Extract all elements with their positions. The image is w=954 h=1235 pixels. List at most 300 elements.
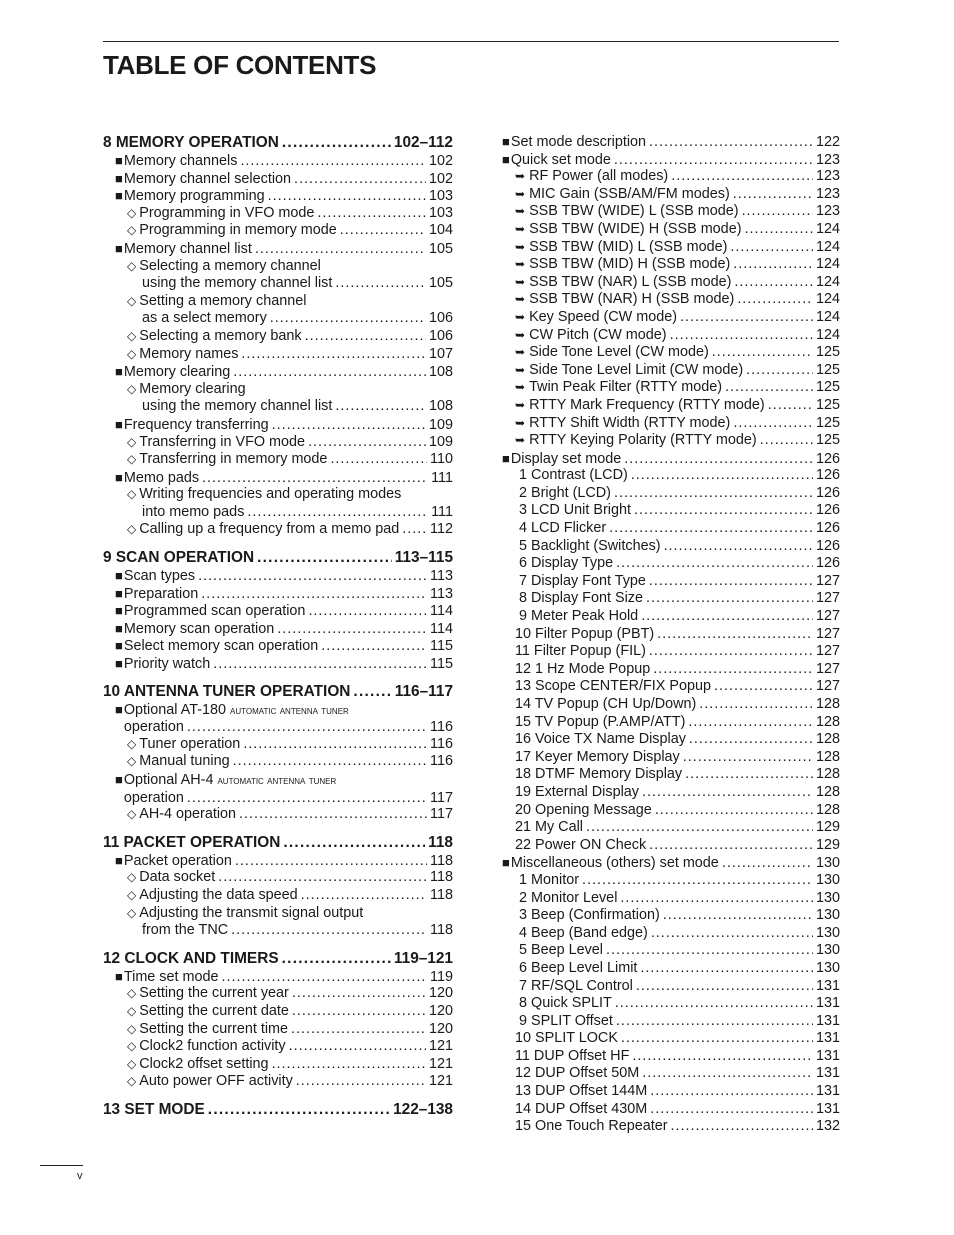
toc-page-number: 131 <box>815 1065 840 1082</box>
toc-entry-label: using the memory channel list <box>142 398 333 415</box>
dot-leader <box>335 398 426 416</box>
dot-leader <box>734 274 813 292</box>
toc-subentry[interactable] <box>103 869 453 887</box>
dot-leader <box>634 502 813 520</box>
toc-subentry[interactable] <box>103 451 453 469</box>
toc-page-number: 122–138 <box>393 1100 453 1118</box>
toc-page-number: 119–121 <box>393 949 453 967</box>
toc-page-number: 108 <box>428 398 453 415</box>
toc-subentry-continued[interactable] <box>103 275 453 293</box>
toc-entry[interactable] <box>103 187 453 205</box>
toc-subentry[interactable] <box>103 985 453 1003</box>
toc-page-number: 112 <box>430 521 453 538</box>
toc-entry-label: 8 Quick SPLIT <box>515 995 612 1012</box>
toc-entry-label: SSB TBW (WIDE) L (SSB mode) <box>529 203 739 220</box>
toc-subentry[interactable] <box>103 293 453 311</box>
toc-subentry[interactable] <box>103 381 453 399</box>
toc-subentry[interactable] <box>502 415 840 433</box>
toc-page-number: 130 <box>815 942 840 959</box>
dot-leader <box>680 309 813 327</box>
toc-page-number: 102 <box>428 153 453 169</box>
dot-leader <box>289 1038 426 1056</box>
toc-numbered-item[interactable] <box>502 1101 840 1119</box>
toc-page-number: 130 <box>815 871 840 888</box>
toc-page-number: 111 <box>431 469 453 486</box>
toc-page-number: 106 <box>428 327 453 344</box>
dot-leader <box>663 907 813 925</box>
toc-page-number: 128 <box>815 766 840 783</box>
toc-numbered-item[interactable] <box>502 714 840 732</box>
toc-entry-label: 14 DUP Offset 430M <box>515 1100 648 1117</box>
toc-subentry[interactable] <box>502 291 840 309</box>
dot-leader <box>308 603 427 621</box>
toc-entry[interactable] <box>103 602 453 620</box>
toc-page-number: 126 <box>815 537 840 554</box>
toc-entry-label: 10 SPLIT LOCK <box>515 1030 618 1047</box>
toc-section-heading[interactable] <box>103 548 453 567</box>
dot-leader <box>725 379 813 397</box>
toc-numbered-item[interactable] <box>502 485 840 503</box>
toc-entry[interactable] <box>103 469 453 487</box>
toc-numbered-item[interactable] <box>502 467 840 485</box>
toc-subentry[interactable] <box>502 203 840 221</box>
toc-subentry[interactable] <box>103 346 453 364</box>
toc-entry-label: 2 Bright (LCD) <box>515 484 611 501</box>
toc-subentry[interactable] <box>103 434 453 452</box>
toc-subentry-continued[interactable] <box>103 922 453 940</box>
toc-left-column <box>103 133 453 1119</box>
toc-entry-label: Selecting a memory bank <box>139 327 302 344</box>
toc-entry-label: MIC Gain (SSB/AM/FM modes) <box>529 185 730 202</box>
toc-numbered-item[interactable] <box>502 1118 840 1136</box>
toc-page-number: 123 <box>815 168 840 185</box>
toc-entry-label: SSB TBW (NAR) H (SSB mode) <box>529 291 735 308</box>
toc-page-number: 103 <box>428 188 453 205</box>
square-bullet-icon: ■ <box>115 638 123 654</box>
toc-entry-label: Miscellaneous (others) set mode <box>510 855 719 872</box>
diamond-bullet-icon: ◇ <box>127 223 137 238</box>
dot-leader <box>651 925 813 943</box>
toc-numbered-item[interactable] <box>502 819 840 837</box>
toc-section-heading[interactable] <box>103 133 453 152</box>
dot-leader <box>646 590 813 608</box>
toc-entry[interactable] <box>103 152 453 170</box>
toc-subentry[interactable] <box>103 1073 453 1091</box>
toc-subentry[interactable] <box>502 379 840 397</box>
dot-leader <box>218 869 427 887</box>
toc-numbered-item[interactable] <box>502 1083 840 1101</box>
toc-numbered-item[interactable] <box>502 573 840 591</box>
toc-page-number: 122 <box>815 134 840 150</box>
dot-leader <box>733 415 813 433</box>
toc-page-number: 125 <box>815 396 840 413</box>
toc-entry[interactable] <box>103 852 453 870</box>
toc-numbered-item[interactable] <box>502 978 840 996</box>
toc-page-number: 117 <box>430 789 453 806</box>
toc-subentry[interactable] <box>103 806 453 824</box>
dot-leader <box>683 749 813 767</box>
toc-page-number: 129 <box>815 836 840 853</box>
toc-subentry[interactable] <box>502 168 840 186</box>
toc-entry-label: operation <box>123 719 184 736</box>
toc-subentry[interactable] <box>502 344 840 362</box>
arrow-bullet-icon: ➥ <box>515 292 526 307</box>
square-bullet-icon: ■ <box>115 968 123 984</box>
toc-entry[interactable] <box>103 637 453 655</box>
toc-page-number: 127 <box>815 660 840 677</box>
toc-page-number: 116 <box>430 719 453 736</box>
dot-leader <box>620 890 813 908</box>
toc-numbered-item[interactable] <box>502 995 840 1013</box>
toc-subentry[interactable] <box>103 753 453 771</box>
dot-leader <box>768 397 813 415</box>
toc-entry-label: Packet operation <box>123 852 232 869</box>
toc-entry[interactable] <box>502 450 840 468</box>
dot-leader <box>233 753 427 771</box>
toc-numbered-item[interactable] <box>502 925 840 943</box>
toc-numbered-item[interactable] <box>502 766 840 784</box>
toc-subentry[interactable] <box>103 1038 453 1056</box>
toc-entry[interactable] <box>103 585 453 603</box>
toc-subentry[interactable] <box>103 328 453 346</box>
square-bullet-icon: ■ <box>115 656 123 672</box>
dot-leader <box>308 434 426 452</box>
toc-page-number: 130 <box>815 889 840 906</box>
dot-leader <box>653 661 813 679</box>
dot-leader <box>685 766 813 784</box>
diamond-bullet-icon: ◇ <box>127 452 137 467</box>
toc-subentry[interactable] <box>103 1003 453 1021</box>
toc-subentry[interactable] <box>103 1056 453 1074</box>
diamond-bullet-icon: ◇ <box>127 328 137 343</box>
diamond-bullet-icon: ◇ <box>127 205 137 220</box>
dot-leader <box>671 168 813 186</box>
toc-entry-label: Clock2 function activity <box>139 1038 286 1055</box>
toc-entry-label: 9 Meter Peak Hold <box>515 608 639 625</box>
diamond-bullet-icon: ◇ <box>127 736 137 751</box>
toc-entry[interactable] <box>103 655 453 673</box>
toc-entry-label: operation <box>123 789 184 806</box>
square-bullet-icon: ■ <box>115 416 123 432</box>
toc-numbered-item[interactable] <box>502 784 840 802</box>
toc-entry-label: as a select memory <box>142 310 267 327</box>
toc-page-number: 115 <box>430 656 453 673</box>
toc-page-number: 118 <box>430 852 453 869</box>
toc-entry-label: 10 ANTENNA TUNER OPERATION <box>103 682 351 700</box>
toc-page-number: 126 <box>815 520 840 537</box>
toc-numbered-item[interactable] <box>502 643 840 661</box>
toc-page-number: 115 <box>430 638 453 655</box>
toc-page-number: 124 <box>815 291 840 308</box>
toc-subentry[interactable] <box>103 521 453 539</box>
toc-entry-label: Preparation <box>123 585 199 602</box>
toc-page-number: 125 <box>815 432 840 449</box>
dot-leader <box>235 853 427 871</box>
dot-leader <box>664 538 813 556</box>
toc-page-number: 126 <box>815 502 840 519</box>
toc-entry[interactable] <box>103 701 453 719</box>
dot-leader <box>689 731 813 749</box>
toc-page-number: 109 <box>428 416 453 433</box>
diamond-bullet-icon: ◇ <box>127 887 137 902</box>
toc-page-number: 131 <box>815 1047 840 1064</box>
toc-entry-label: into memo pads <box>142 503 245 520</box>
toc-subentry[interactable] <box>502 309 840 327</box>
toc-numbered-item[interactable] <box>502 555 840 573</box>
diamond-bullet-icon: ◇ <box>127 487 137 502</box>
toc-page-number: 117 <box>430 806 453 823</box>
toc-entry-label: Setting the current date <box>139 1002 289 1019</box>
toc-subentry[interactable] <box>103 887 453 905</box>
toc-entry-continued[interactable] <box>103 789 453 807</box>
toc-page-number: 127 <box>815 678 840 695</box>
toc-entry[interactable] <box>103 620 453 638</box>
toc-entry-label: 21 My Call <box>515 819 583 836</box>
arrow-bullet-icon: ➥ <box>515 186 526 201</box>
toc-numbered-item[interactable] <box>502 590 840 608</box>
toc-entry[interactable] <box>103 240 453 258</box>
toc-entry[interactable] <box>103 416 453 434</box>
toc-numbered-item[interactable] <box>502 538 840 556</box>
toc-page-number: 113 <box>430 585 453 602</box>
toc-entry-label: Memory channel selection <box>123 170 292 187</box>
dot-leader <box>640 960 813 978</box>
diamond-bullet-icon: ◇ <box>127 1074 137 1089</box>
toc-numbered-item[interactable] <box>502 872 840 890</box>
diamond-bullet-icon: ◇ <box>127 434 137 449</box>
toc-subentry[interactable] <box>502 327 840 345</box>
dot-leader <box>243 736 427 754</box>
toc-entry-continued[interactable] <box>103 718 453 736</box>
square-bullet-icon: ■ <box>115 772 123 787</box>
toc-entry-label: Frequency transferring <box>123 416 269 433</box>
dot-leader <box>272 417 426 435</box>
dot-leader <box>649 837 813 855</box>
toc-entry-label: SSB TBW (WIDE) H (SSB mode) <box>529 220 742 237</box>
toc-page-number: 127 <box>815 572 840 589</box>
toc-page-number: 120 <box>428 1020 453 1037</box>
dot-leader <box>247 504 428 522</box>
toc-subentry[interactable] <box>502 274 840 292</box>
toc-numbered-item[interactable] <box>502 731 840 749</box>
toc-entry-label: Priority watch <box>123 656 211 673</box>
dot-leader <box>742 203 813 221</box>
dot-leader <box>632 1048 813 1066</box>
toc-subentry[interactable] <box>103 205 453 223</box>
toc-entry-label: Memo pads <box>123 469 200 486</box>
toc-entry-label: Data socket <box>139 869 216 886</box>
dot-leader <box>240 153 426 171</box>
toc-page-number: 126 <box>815 450 840 467</box>
toc-numbered-item[interactable] <box>502 1065 840 1083</box>
toc-subentry[interactable] <box>103 905 453 923</box>
toc-page-number: 131 <box>815 1083 840 1100</box>
toc-entry-label: Adjusting the data speed <box>139 886 298 903</box>
arrow-bullet-icon: ➥ <box>515 327 526 342</box>
toc-page-number: 118 <box>430 869 453 886</box>
dot-leader <box>636 978 813 996</box>
toc-numbered-item[interactable] <box>502 960 840 978</box>
dot-leader <box>335 275 426 293</box>
toc-numbered-item[interactable] <box>502 942 840 960</box>
toc-subentry[interactable] <box>103 736 453 754</box>
toc-subentry[interactable] <box>103 222 453 240</box>
dot-leader <box>202 470 428 488</box>
toc-entry-label: Twin Peak Filter (RTTY mode) <box>529 379 723 396</box>
top-rule <box>103 41 839 42</box>
toc-subentry[interactable] <box>502 362 840 380</box>
toc-entry-label: 1 Monitor <box>515 871 579 888</box>
toc-entry-label: Display set mode <box>510 450 622 467</box>
toc-entry-label: RTTY Shift Width (RTTY mode) <box>529 414 731 431</box>
toc-page-number: 130 <box>815 907 840 924</box>
dot-leader <box>745 221 813 239</box>
toc-entry-label: 16 Voice TX Name Display <box>515 731 686 748</box>
toc-entry-label: RF Power (all modes) <box>529 168 669 185</box>
square-bullet-icon: ■ <box>115 153 123 168</box>
toc-entry[interactable] <box>103 771 453 789</box>
toc-page-number: 125 <box>815 344 840 361</box>
toc-entry-label: Manual tuning <box>139 753 230 770</box>
toc-numbered-item[interactable] <box>502 678 840 696</box>
toc-page-number: 128 <box>815 696 840 712</box>
square-bullet-icon: ■ <box>115 170 123 186</box>
toc-entry-label: Scan types <box>123 568 196 585</box>
toc-entry-label: 11 DUP Offset HF <box>515 1047 630 1064</box>
toc-section-heading[interactable] <box>103 949 453 968</box>
toc-entry-label: 12 1 Hz Mode Popup <box>515 660 651 677</box>
toc-entry-label: Set mode description <box>510 134 647 150</box>
toc-section-heading[interactable] <box>103 1100 453 1119</box>
dot-leader <box>624 451 813 469</box>
dot-leader <box>231 922 427 940</box>
toc-page-number: 105 <box>428 275 453 292</box>
toc-entry-label: Auto power OFF activity <box>139 1073 293 1090</box>
toc-section-heading[interactable] <box>103 833 453 852</box>
toc-page-number: 128 <box>815 801 840 818</box>
toc-page-number: 131 <box>815 1012 840 1029</box>
dot-leader <box>330 451 427 469</box>
toc-numbered-item[interactable] <box>502 502 840 520</box>
toc-page-number: 128 <box>815 731 840 748</box>
toc-numbered-item[interactable] <box>502 520 840 538</box>
toc-entry-label-smallcaps: automatic antenna tuner <box>230 702 349 717</box>
dot-leader <box>208 1100 390 1119</box>
dot-leader <box>272 1056 426 1074</box>
toc-subentry[interactable] <box>502 186 840 204</box>
toc-page-number: 124 <box>815 308 840 325</box>
toc-entry[interactable] <box>502 151 840 169</box>
page-number: v <box>77 1170 83 1182</box>
arrow-bullet-icon: ➥ <box>515 309 526 324</box>
toc-numbered-item[interactable] <box>502 749 840 767</box>
toc-numbered-item[interactable] <box>502 907 840 925</box>
toc-entry[interactable] <box>502 854 840 872</box>
toc-subentry-continued[interactable] <box>103 398 453 416</box>
toc-entry-label: 3 LCD Unit Bright <box>515 502 631 519</box>
toc-entry-label: 13 DUP Offset 144M <box>515 1083 648 1100</box>
toc-page-number: 123 <box>815 203 840 220</box>
dot-leader <box>631 467 813 485</box>
toc-page-number: 116–117 <box>394 682 453 700</box>
toc-subentry-continued[interactable] <box>103 310 453 328</box>
toc-entry[interactable] <box>103 968 453 986</box>
toc-page-number: 126 <box>815 467 840 484</box>
toc-entry-label: Setting a memory channel <box>139 292 307 309</box>
toc-subentry[interactable] <box>103 1021 453 1039</box>
toc-numbered-item[interactable] <box>502 626 840 644</box>
toc-entry-label: Transferring in memory mode <box>139 451 328 468</box>
toc-page-number: 127 <box>815 608 840 625</box>
arrow-bullet-icon: ➥ <box>515 433 526 448</box>
diamond-bullet-icon: ◇ <box>127 522 137 537</box>
dot-leader <box>270 310 426 328</box>
toc-page-number: 124 <box>815 326 840 343</box>
toc-subentry[interactable] <box>103 486 453 504</box>
dot-leader <box>616 1013 813 1031</box>
toc-entry-label: Calling up a frequency from a memo pad <box>139 521 400 538</box>
dot-leader <box>233 364 426 382</box>
toc-numbered-item[interactable] <box>502 1048 840 1066</box>
toc-numbered-item[interactable] <box>502 608 840 626</box>
toc-entry-label: Memory programming <box>123 188 265 205</box>
toc-subentry[interactable] <box>103 258 453 276</box>
toc-entry[interactable] <box>103 363 453 381</box>
toc-numbered-item[interactable] <box>502 661 840 679</box>
dot-leader <box>292 985 426 1003</box>
dot-leader <box>642 1065 813 1083</box>
dot-leader <box>201 586 427 604</box>
toc-page-number: 121 <box>428 1073 453 1090</box>
toc-subentry[interactable] <box>502 432 840 450</box>
toc-entry-label: 4 LCD Flicker <box>515 520 607 537</box>
dot-leader <box>282 949 391 968</box>
toc-entry-label: 8 MEMORY OPERATION <box>103 134 279 151</box>
toc-numbered-item[interactable] <box>502 802 840 820</box>
arrow-bullet-icon: ➥ <box>515 397 526 412</box>
toc-entry-label: 12 DUP Offset 50M <box>515 1065 640 1082</box>
toc-page-number: 116 <box>430 753 453 770</box>
dot-leader <box>305 328 426 346</box>
toc-page-number: 131 <box>815 1030 840 1047</box>
toc-page-number: 118 <box>428 833 453 851</box>
toc-page-number: 110 <box>430 451 453 468</box>
toc-page-number: 125 <box>815 414 840 431</box>
toc-section-heading[interactable] <box>103 682 453 701</box>
toc-entry-label: 9 SCAN OPERATION <box>103 549 255 567</box>
footer-rule <box>40 1165 83 1166</box>
toc-numbered-item[interactable] <box>502 890 840 908</box>
square-bullet-icon: ■ <box>115 603 123 619</box>
dot-leader <box>402 521 427 539</box>
toc-subentry[interactable] <box>502 239 840 257</box>
toc-numbered-item[interactable] <box>502 696 840 714</box>
toc-entry[interactable] <box>502 133 840 151</box>
toc-subentry[interactable] <box>502 256 840 274</box>
dot-leader <box>641 608 813 626</box>
toc-subentry[interactable] <box>502 397 840 415</box>
toc-entry-label: Setting the current time <box>139 1020 289 1037</box>
toc-entry[interactable] <box>103 567 453 585</box>
toc-numbered-item[interactable] <box>502 1030 840 1048</box>
dot-leader <box>198 568 427 586</box>
toc-numbered-item[interactable] <box>502 1013 840 1031</box>
toc-numbered-item[interactable] <box>502 837 840 855</box>
toc-entry[interactable] <box>103 170 453 188</box>
toc-page-number: 125 <box>815 361 840 378</box>
toc-subentry-continued[interactable] <box>103 504 453 522</box>
toc-subentry[interactable] <box>502 221 840 239</box>
